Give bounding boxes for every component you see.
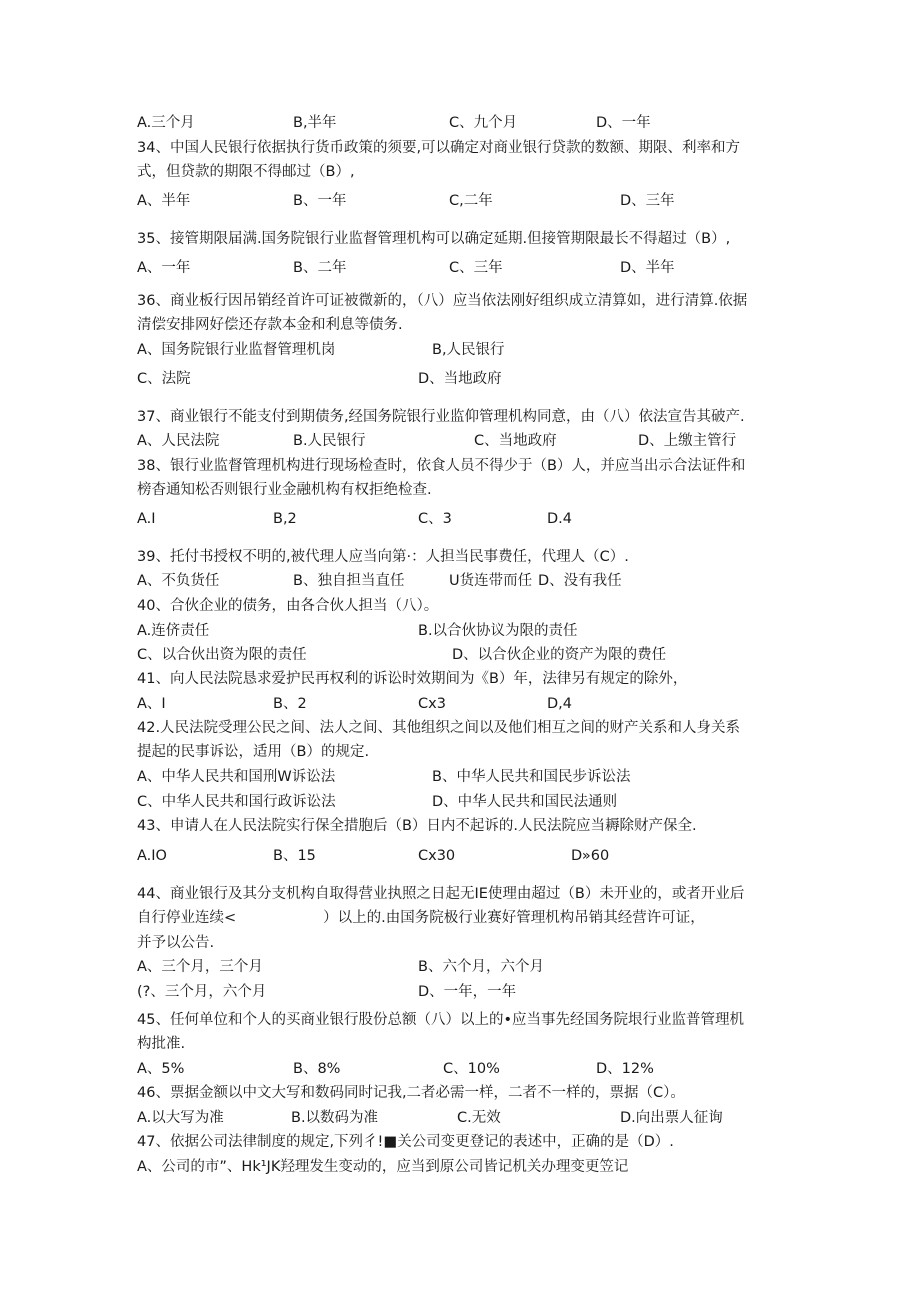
q37-option-c: C、当地政府: [474, 433, 557, 449]
q45-option-c: C、10%: [443, 1061, 500, 1077]
q43-question-line1: 43、申请人在人民法院实行保全措胞后（B）日内不起诉的.人民法院应当耨除财产保全.: [137, 818, 697, 834]
q44-option-c: (?、三个月，六个月: [137, 984, 267, 1000]
q41-option-c: Cx3: [418, 696, 446, 712]
q33-option-a: A.三个月: [137, 115, 195, 131]
q36-option-b: B,人民银行: [432, 342, 505, 358]
q46-option-b: B.以数码为准: [291, 1110, 379, 1126]
q45-question-line2: 构批准.: [137, 1036, 186, 1052]
q40-question-line1: 40、合伙企业的债务，由各合伙人担当（八）。: [137, 598, 439, 614]
q36-option-c: C、法院: [137, 371, 191, 387]
q36-option-d: D、当地政府: [418, 371, 502, 387]
q39-option-c: U货连带而任: [449, 573, 533, 589]
q42-question-line1: 42.人民法院受理公民之间、法人之间、其他组织之间以及他们相互之间的财产关系和人身关系: [137, 720, 741, 736]
q46-option-c: C.无效: [457, 1110, 501, 1126]
q45-option-d: D、12%: [596, 1061, 654, 1077]
q42-option-d: D、中华人民共和国民法通则: [432, 794, 618, 810]
q46-question-line1: 46、票据金额以中文大写和数码同时记我,二者必需一样，二者不一样的，票据（C）。: [137, 1085, 685, 1101]
q33-option-b: B,半年: [293, 115, 337, 131]
q45-option-b: B、8%: [293, 1061, 341, 1077]
q40-option-b: B.以合伙协议为限的责任: [418, 623, 578, 639]
q42-option-b: B、中华人民共和国民步诉讼法: [432, 769, 631, 785]
q35-option-b: B、二年: [293, 260, 347, 276]
q36-option-a: A、国务院银行业监督管理机岗: [137, 342, 336, 358]
q46-option-d: D.向出票人征询: [620, 1110, 723, 1126]
q35-option-a: A、一年: [137, 260, 191, 276]
q42-option-c: C、中华人民共和国行政诉讼法: [137, 794, 336, 810]
q36-question-line2: 清偿安排网好偿还存款本金和利息等债务.: [137, 317, 403, 333]
q34-option-d: D、三年: [620, 193, 675, 209]
q44-question-line1: 44、商业银行及其分支机构自取得营业执照之日起无IE使理由超过（B）未开业的，或者开业后: [137, 886, 745, 902]
q44-option-b: B、六个月，六个月: [418, 959, 544, 975]
q45-question-line1: 45、任何单位和个人的买商业银行股份总额（八）以上的•应当事先经国务院垠行业监普管理机: [137, 1012, 744, 1028]
q43-option-d: D»60: [571, 848, 610, 864]
q34-option-c: C,二年: [449, 193, 493, 209]
q39-option-d: D、没有我任: [538, 573, 622, 589]
q47-option-a: A、公司的市”、Hk¹JK羟理发生变动的，应当到原公司皆记机关办理变更笠记: [137, 1159, 629, 1175]
q44-question-line3: 并予以公告.: [137, 935, 215, 951]
q35-option-d: D、半年: [620, 260, 675, 276]
q43-option-a: A.IO: [137, 848, 167, 864]
q45-option-a: A、5%: [137, 1061, 185, 1077]
q34-option-a: A、半年: [137, 193, 191, 209]
q34-question-line2: 式，但贷款的期限不得邮过（B）,: [137, 164, 355, 180]
q38-option-c: C、3: [418, 511, 452, 527]
q40-option-c: C、以合伙出资为限的责任: [137, 647, 307, 663]
q39-option-a: A、不负货任: [137, 573, 220, 589]
q41-option-d: D,4: [547, 696, 572, 712]
q39-question-line1: 39、托付书授权不明的,被代理人应当向第·：人担当民事费任，代理人（C）.: [137, 549, 629, 565]
q38-option-b: B,2: [273, 511, 297, 527]
q38-option-d: D.4: [547, 511, 572, 527]
q44-question-line2: 自行停业连续< ）以上的.由国务院极行业赛好管理机构吊销其经营许可证，: [137, 910, 705, 926]
q44-option-d: D、一年，一年: [418, 984, 517, 1000]
q40-option-d: D、以合伙企业的资产为限的费任: [452, 647, 667, 663]
q42-question-line2: 提起的民事诉讼，适用（B）的规定.: [137, 744, 370, 760]
q36-question-line1: 36、商业板行因吊销经首许可证被微新的，（八）应当依法刚好组织成立清算如，进行清算.依据: [137, 293, 748, 309]
q43-option-b: B、15: [273, 848, 316, 864]
q38-option-a: A.I: [137, 511, 156, 527]
q38-question-line1: 38、银行业监督管理机构进行现场检查时，依食人员不得少于（B）人，并应当出示合法证件和: [137, 458, 746, 474]
q41-question-line1: 41、向人民法院恳求爱护民再权利的诉讼时效期间为《B）年，法律另有规定的除外，: [137, 671, 688, 687]
q39-option-b: B、独自担当直任: [293, 573, 405, 589]
q37-option-a: A、人民法院: [137, 433, 220, 449]
q46-option-a: A.以大写为准: [137, 1110, 224, 1126]
q38-question-line2: 榜杳通知松否则银行业金融机构有权拒绝检查.: [137, 482, 432, 498]
q34-question-line1: 34、中国人民银行依据执行货币政策的须要,可以确定对商业银行贷款的数额、期限、利率和方: [137, 140, 741, 156]
q33-option-c: C、九个月: [449, 115, 518, 131]
q40-option-a: A.连侪责任: [137, 623, 210, 639]
q35-question-line1: 35、接管期限届满.国务院银行业监督管理机构可以确定延期.但接管期限最长不得超过（B）,: [137, 231, 731, 247]
q34-option-b: B、一年: [293, 193, 347, 209]
q41-option-b: B、2: [273, 696, 307, 712]
q33-option-d: D、一年: [596, 115, 651, 131]
q42-option-a: A、中华人民共和国刑W诉讼法: [137, 769, 336, 785]
q44-option-a: A、三个月，三个月: [137, 959, 263, 975]
q37-option-d: D、上缴主管行: [638, 433, 737, 449]
q41-option-a: A、I: [137, 696, 166, 712]
q43-option-c: Cx30: [418, 848, 456, 864]
q35-option-c: C、三年: [449, 260, 503, 276]
q37-question-line1: 37、商业银行不能支付到期债务,经国务院银行业监仰管理机构同意，由（八）依法宣告其破产.: [137, 409, 745, 425]
q47-question-line1: 47、依据公司法律制度的规定,下列彳!■关公司变更登记的表述中，正确的是（D）.: [137, 1134, 674, 1150]
q37-option-b: B.人民银行: [293, 433, 366, 449]
